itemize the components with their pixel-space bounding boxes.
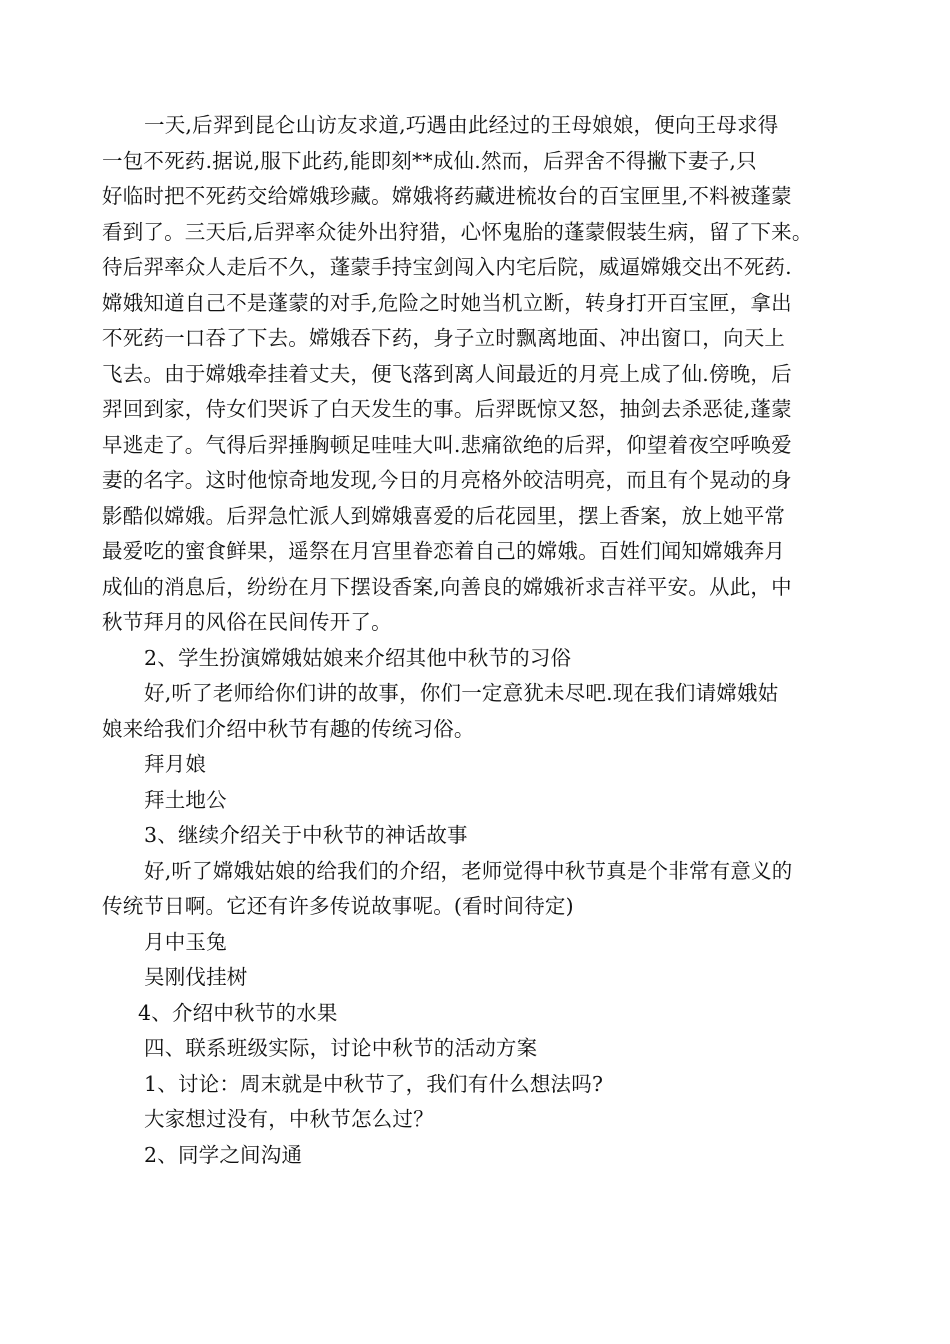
story-line-15: 秋节拜月的风俗在民间传开了。 [102, 610, 392, 634]
story-line-5: 待后羿率众人走后不久，蓬蒙手持宝剑闯入内宅后院，威逼嫦娥交出不死药. [102, 255, 792, 279]
custom-item-earth-god: 拜土地公 [144, 787, 227, 812]
custom-item-moon-worship: 拜月娘 [144, 752, 207, 776]
section-heading-2: 2、学生扮演嫦娥姑娘来介绍其他中秋节的习俗 [144, 645, 572, 670]
story-line-3: 好临时把不死药交给嫦娥珍藏。嫦娥将药藏进梳妆台的百宝匣里,不料被蓬蒙 [102, 184, 792, 208]
story-line-14: 成仙的消息后，纷纷在月下摆设香案,向善良的嫦娥祈求吉祥平安。从此，中 [102, 574, 792, 599]
myth-line-2: 传统节日啊。它还有许多传说故事呢。(看时间待定) [102, 894, 574, 918]
story-line-2: 一包不死药.据说,服下此药,能即刻**成仙.然而，后羿舍不得撇下妻子,只 [102, 148, 757, 173]
story-line-6: 嫦娥知道自己不是蓬蒙的对手,危险之时她当机立断，转身打开百宝匣，拿出 [102, 290, 792, 315]
discussion-question-2: 大家想过没有，中秋节怎么过？ [144, 1107, 434, 1131]
story-line-9: 羿回到家，侍女们哭诉了白天发生的事。后羿既惊又怒，抽剑去杀恶徒,蓬蒙 [102, 397, 792, 421]
story-line-13: 最爱吃的蜜食鲜果，遥祭在月宫里眷恋着自己的嫦娥。百姓们闻知嫦娥奔月 [102, 539, 786, 563]
discussion-item-2: 2、同学之间沟通 [144, 1142, 303, 1167]
myth-item-jade-rabbit: 月中玉兔 [144, 929, 227, 954]
story-line-11: 妻的名字。这时他惊奇地发现,今日的月亮格外皎洁明亮，而且有个晃动的身 [102, 468, 792, 492]
section-heading-3: 3、继续介绍关于中秋节的神话故事 [144, 823, 468, 847]
story-line-1: 一天,后羿到昆仑山访友求道,巧遇由此经过的王母娘娘，便向王母求得 [144, 113, 779, 137]
story-line-10: 早逃走了。气得后羿捶胸顿足哇哇大叫.悲痛欲绝的后羿，仰望着夜空呼唤爱 [102, 432, 792, 457]
intro-line-1: 好,听了老师给你们讲的故事，你们一定意犹未尽吧.现在我们请嫦娥姑 [144, 681, 779, 705]
discussion-question-1: 1、讨论：周末就是中秋节了，我们有什么想法吗? [144, 1071, 604, 1096]
section-heading-4: 4、介绍中秋节的水果 [138, 1000, 338, 1025]
story-line-4: 看到了。三天后,后羿率众徒外出狩猎，心怀鬼胎的蓬蒙假装生病，留了下来。 [102, 219, 813, 244]
story-line-7: 不死药一口吞了下去。嫦娥吞下药，身子立时飘离地面、冲出窗口，向天上 [102, 326, 786, 350]
myth-line-1: 好,听了嫦娥姑娘的给我们的介绍，老师觉得中秋节真是个非常有意义的 [144, 858, 793, 883]
myth-item-wu-gang: 吴刚伐挂树 [144, 965, 248, 989]
intro-line-2: 娘来给我们介绍中秋节有趣的传统习俗。 [102, 716, 475, 741]
story-line-8: 飞去。由于嫦娥牵挂着丈夫，便飞落到离人间最近的月亮上成了仙.傍晚，后 [102, 361, 792, 386]
section-heading-part-four: 四、联系班级实际，讨论中秋节的活动方案 [144, 1036, 538, 1060]
story-line-12: 影酷似嫦娥。后羿急忙派人到嫦娥喜爱的后花园里，摆上香案，放上她平常 [102, 503, 786, 528]
